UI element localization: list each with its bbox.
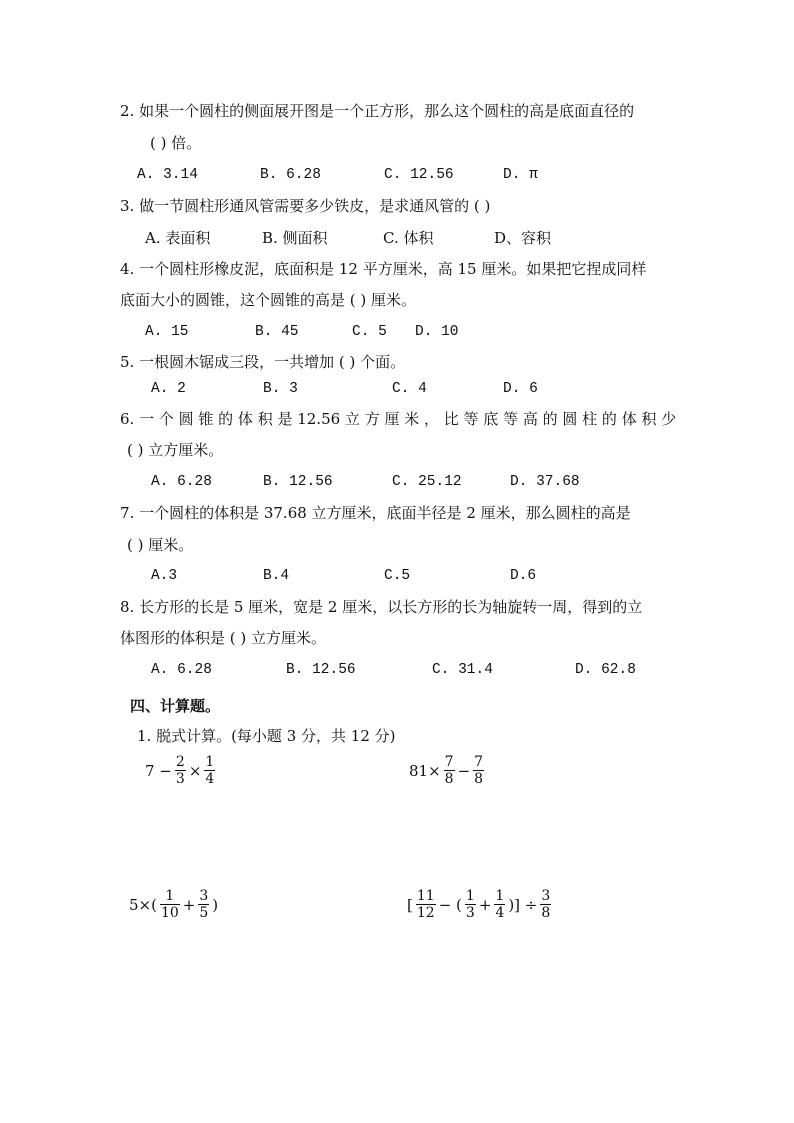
q7-option-a: A.3 (151, 568, 178, 584)
q7-option-d: D.6 (510, 568, 537, 584)
q6-stem-line1: 6. 一 个 圆 锥 的 体 积 是 12.56 立 方 厘 米 ， 比 等 底 等 高 的 圆 柱 的 体 积 少 (120, 410, 677, 428)
expr2-fraction-2: $\frac{7}{8}$ (474, 754, 484, 787)
expr3-fraction-2: $\frac{3}{5}$ (199, 888, 209, 921)
q5-option-c: C. 4 (392, 381, 427, 397)
expr4-fraction-2: $\frac{1}{3}$ (465, 888, 475, 921)
q7-stem-line1: 7. 一个圆柱的体积是 37.68 立方厘米，底面半径是 2 厘米，那么圆柱的高是 (120, 504, 631, 522)
expr4-close-divide: )] ÷ (508, 895, 538, 914)
q2-stem-line2: ( ) 倍。 (150, 134, 202, 152)
section-subtitle: 1. 脱式计算。(每小题 3 分，共 12 分) (137, 727, 396, 745)
q3-option-b: B. 侧面积 (262, 229, 328, 247)
q8-stem-line1: 8. 长方形的长是 5 厘米，宽是 2 厘米，以长方形的长为轴旋转一周，得到的立 (120, 598, 643, 616)
expr1-lead: 7 − (145, 761, 172, 780)
q4-stem-line1: 4. 一个圆柱形橡皮泥，底面积是 12 平方厘米，高 15 厘米。如果把它捏成同样 (120, 260, 647, 278)
expression-3 (127, 888, 220, 921)
expr3-operator: + (182, 895, 196, 914)
q2-option-c: C. 12.56 (384, 167, 454, 183)
q6-option-a: A. 6.28 (151, 474, 212, 490)
expr4-open-bracket: [ (407, 895, 413, 914)
q5-option-d: D. 6 (503, 381, 538, 397)
q4-stem-line2: 底面大小的圆锥，这个圆锥的高是 ( ) 厘米。 (120, 291, 417, 309)
q8-option-c: C. 31.4 (432, 662, 493, 678)
q4-option-c: C. 5 (352, 324, 387, 340)
q4-option-d: D. 10 (415, 324, 459, 340)
q6-option-d: D. 37.68 (510, 474, 580, 490)
q4-option-a: A. 15 (145, 324, 189, 340)
q8-option-b: B. 12.56 (286, 662, 356, 678)
expr1-fraction-1: $\frac{2}{3}$ (175, 754, 185, 787)
q7-option-b: B.4 (263, 568, 290, 584)
expr4-fraction-4: $\frac{3}{8}$ (541, 888, 551, 921)
section-title: 四、计算题。 (130, 697, 221, 715)
expr4-fraction-1: $\frac{11}{12}$ (416, 888, 435, 921)
expr2-fraction-1: $\frac{7}{8}$ (444, 754, 454, 787)
expr3-fraction-1: $\frac{1}{10}$ (160, 888, 179, 921)
q6-option-b: B. 12.56 (263, 474, 333, 490)
q5-stem-line1: 5. 一根圆木锯成三段，一共增加 ( ) 个面。 (120, 353, 406, 371)
expr3-lead: 5×( (129, 895, 157, 914)
q8-option-d: D. 62.8 (575, 662, 636, 678)
expr4-fraction-3: $\frac{1}{4}$ (495, 888, 505, 921)
expression-1 (143, 754, 216, 787)
expression-4 (405, 888, 552, 921)
q2-option-d: D. π (503, 167, 538, 183)
q2-option-b: B. 6.28 (260, 167, 321, 183)
expr1-fraction-2: $\frac{1}{4}$ (205, 754, 215, 787)
q2-option-a: A. 3.14 (137, 167, 198, 183)
expr2-lead: 81× (409, 761, 441, 780)
q3-option-c: C. 体积 (383, 229, 434, 247)
q2-stem-line1: 2. 如果一个圆柱的侧面展开图是一个正方形，那么这个圆柱的高是底面直径的 (120, 102, 635, 120)
q3-stem-line1: 3. 做一节圆柱形通风管需要多少铁皮，是求通风管的 ( ) (120, 197, 491, 215)
q6-stem-line2: ( ) 立方厘米。 (127, 441, 224, 459)
q8-stem-line2: 体图形的体积是 ( ) 立方厘米。 (120, 629, 327, 647)
expr3-close: ) (212, 895, 219, 914)
q3-option-d: D、容积 (494, 229, 552, 247)
q7-option-c: C.5 (384, 568, 411, 584)
expr4-plus: + (478, 895, 492, 914)
expr1-operator: × (188, 761, 202, 780)
expr4-minus: − ( (438, 895, 462, 914)
expr2-operator: − (457, 761, 471, 780)
expression-2 (407, 754, 485, 787)
q6-option-c: C. 25.12 (392, 474, 462, 490)
q8-option-a: A. 6.28 (151, 662, 212, 678)
q7-stem-line2: ( ) 厘米。 (127, 536, 194, 554)
q5-option-b: B. 3 (263, 381, 298, 397)
q3-option-a: A. 表面积 (145, 229, 211, 247)
q4-option-b: B. 45 (255, 324, 299, 340)
q5-option-a: A. 2 (151, 381, 186, 397)
